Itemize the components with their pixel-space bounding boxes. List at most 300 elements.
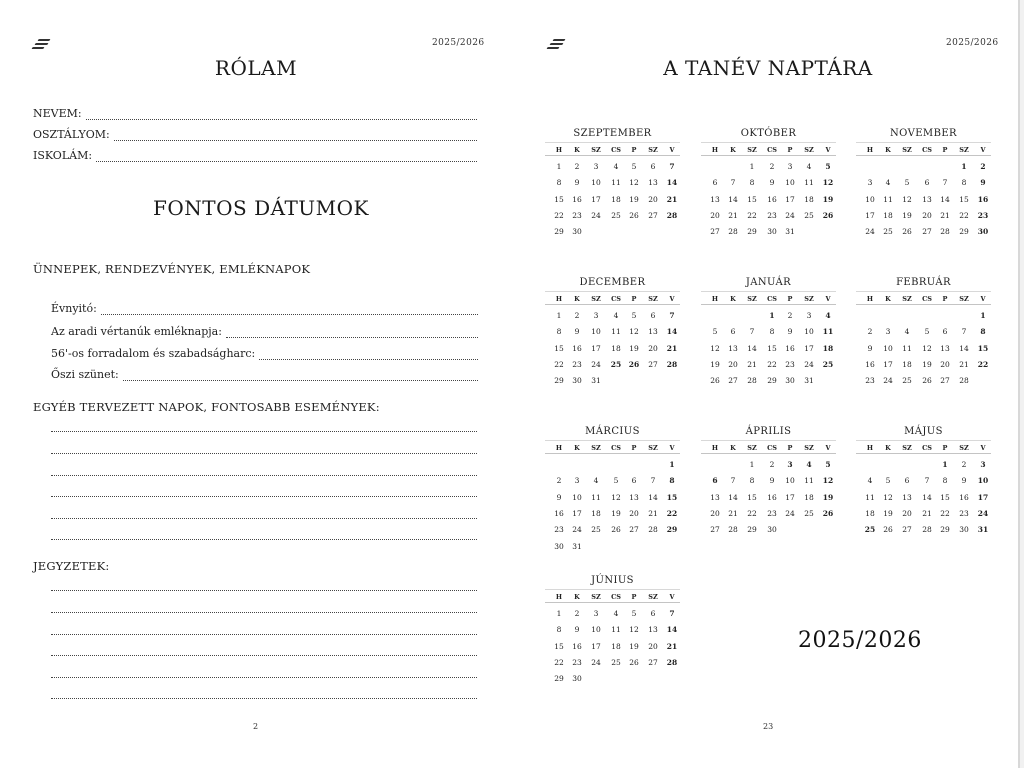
calendar-day[interactable]: 5: [631, 162, 637, 171]
calendar-day[interactable]: 7: [730, 178, 736, 188]
calendar-day[interactable]: 23: [785, 359, 795, 369]
calendar-day[interactable]: 30: [572, 674, 582, 684]
calendar-day[interactable]: 7: [650, 476, 656, 486]
calendar-day[interactable]: 7: [924, 476, 930, 486]
calendar-day[interactable]: 20: [902, 508, 912, 518]
calendar-day[interactable]: 2: [961, 460, 967, 469]
calendar-day[interactable]: 25: [591, 525, 601, 535]
calendar-day[interactable]: 6: [650, 609, 656, 618]
calendar-day[interactable]: 10: [591, 178, 601, 188]
calendar-day[interactable]: 2: [787, 311, 793, 320]
calendar-day[interactable]: 6: [924, 178, 930, 188]
calendar-day[interactable]: 14: [666, 178, 678, 188]
calendar-day[interactable]: 30: [977, 227, 989, 237]
calendar-day[interactable]: 6: [631, 476, 637, 486]
calendar-day[interactable]: 10: [591, 625, 601, 635]
event-write-line[interactable]: [51, 518, 477, 519]
calendar-day[interactable]: 22: [959, 210, 969, 220]
calendar-day[interactable]: 15: [747, 492, 757, 502]
calendar-day[interactable]: 9: [867, 343, 873, 353]
calendar-day[interactable]: 19: [822, 492, 834, 502]
note-write-line[interactable]: [51, 655, 477, 656]
calendar-day[interactable]: 28: [728, 525, 738, 535]
calendar-day[interactable]: 5: [825, 460, 831, 469]
calendar-day[interactable]: 21: [648, 508, 658, 518]
calendar-day[interactable]: 29: [554, 376, 564, 386]
calendar-day[interactable]: 9: [574, 327, 580, 337]
calendar-day[interactable]: 14: [922, 492, 932, 502]
input-line[interactable]: [259, 351, 478, 360]
calendar-day[interactable]: 18: [611, 343, 621, 353]
calendar-day[interactable]: 16: [767, 492, 777, 502]
calendar-day[interactable]: 13: [648, 625, 658, 635]
calendar-day[interactable]: 10: [883, 343, 893, 353]
calendar-day[interactable]: 24: [883, 376, 893, 386]
calendar-day[interactable]: 27: [710, 525, 720, 535]
calendar-day[interactable]: 19: [922, 359, 932, 369]
calendar-day[interactable]: 5: [631, 311, 637, 320]
calendar-day[interactable]: 18: [883, 210, 893, 220]
calendar-day[interactable]: 6: [904, 476, 910, 486]
calendar-day[interactable]: 8: [749, 178, 755, 188]
calendar-day[interactable]: 31: [572, 541, 582, 551]
calendar-day[interactable]: 17: [804, 343, 814, 353]
note-write-line[interactable]: [51, 634, 477, 635]
calendar-day[interactable]: 21: [940, 210, 950, 220]
calendar-day[interactable]: 10: [591, 327, 601, 337]
calendar-day[interactable]: 12: [902, 194, 912, 204]
calendar-day[interactable]: 12: [822, 178, 834, 188]
calendar-day[interactable]: 3: [593, 162, 599, 171]
calendar-day[interactable]: 14: [728, 194, 738, 204]
calendar-day[interactable]: 1: [942, 460, 948, 469]
calendar-day[interactable]: 19: [902, 210, 912, 220]
calendar-day[interactable]: 10: [977, 476, 989, 486]
calendar-day[interactable]: 27: [648, 210, 658, 220]
calendar-day[interactable]: 28: [922, 525, 932, 535]
calendar-day[interactable]: 21: [728, 210, 738, 220]
calendar-day[interactable]: 13: [710, 492, 720, 502]
calendar-day[interactable]: 28: [747, 376, 757, 386]
calendar-day[interactable]: 12: [883, 492, 893, 502]
calendar-day[interactable]: 23: [977, 210, 989, 220]
calendar-day[interactable]: 25: [610, 359, 622, 369]
calendar-day[interactable]: 21: [666, 194, 678, 204]
calendar-day[interactable]: 20: [648, 194, 658, 204]
calendar-day[interactable]: 4: [885, 178, 891, 188]
calendar-day[interactable]: 17: [591, 194, 601, 204]
calendar-day[interactable]: 19: [629, 343, 639, 353]
calendar-day[interactable]: 18: [591, 508, 601, 518]
input-line[interactable]: [226, 329, 478, 338]
calendar-day[interactable]: 8: [980, 327, 986, 337]
calendar-day[interactable]: 23: [959, 508, 969, 518]
calendar-day[interactable]: 29: [959, 227, 969, 237]
calendar-day[interactable]: 8: [669, 476, 675, 486]
calendar-day[interactable]: 9: [556, 492, 562, 502]
calendar-day[interactable]: 15: [959, 194, 969, 204]
calendar-day[interactable]: 22: [666, 508, 678, 518]
calendar-day[interactable]: 25: [883, 227, 893, 237]
calendar-day[interactable]: 27: [728, 376, 738, 386]
calendar-day[interactable]: 1: [556, 311, 562, 320]
calendar-day[interactable]: 5: [885, 476, 891, 486]
calendar-day[interactable]: 17: [785, 492, 795, 502]
calendar-day[interactable]: 8: [556, 625, 562, 635]
school-input-line[interactable]: [96, 153, 477, 162]
calendar-day[interactable]: 5: [825, 162, 831, 171]
calendar-day[interactable]: 26: [883, 525, 893, 535]
calendar-day[interactable]: 26: [629, 210, 639, 220]
calendar-day[interactable]: 18: [804, 492, 814, 502]
calendar-day[interactable]: 2: [574, 311, 580, 320]
calendar-day[interactable]: 17: [591, 641, 601, 651]
calendar-day[interactable]: 26: [710, 376, 720, 386]
calendar-day[interactable]: 31: [591, 376, 601, 386]
calendar-day[interactable]: 25: [902, 376, 912, 386]
calendar-day[interactable]: 3: [885, 327, 891, 337]
calendar-day[interactable]: 9: [769, 476, 775, 486]
calendar-day[interactable]: 30: [767, 227, 777, 237]
calendar-day[interactable]: 23: [767, 210, 777, 220]
calendar-day[interactable]: 30: [767, 525, 777, 535]
calendar-day[interactable]: 11: [611, 178, 621, 188]
calendar-day[interactable]: 1: [961, 162, 967, 171]
calendar-day[interactable]: 25: [804, 210, 814, 220]
calendar-day[interactable]: 15: [554, 641, 564, 651]
calendar-day[interactable]: 16: [865, 359, 875, 369]
calendar-day[interactable]: 22: [747, 210, 757, 220]
calendar-day[interactable]: 19: [629, 641, 639, 651]
calendar-day[interactable]: 5: [904, 178, 910, 188]
calendar-day[interactable]: 31: [785, 227, 795, 237]
calendar-day[interactable]: 14: [747, 343, 757, 353]
calendar-day[interactable]: 28: [728, 227, 738, 237]
calendar-day[interactable]: 9: [769, 178, 775, 188]
calendar-day[interactable]: 26: [628, 359, 640, 369]
calendar-day[interactable]: 7: [749, 327, 755, 337]
name-input-line[interactable]: [86, 111, 477, 120]
calendar-day[interactable]: 9: [574, 625, 580, 635]
calendar-day[interactable]: 3: [867, 178, 873, 188]
calendar-day[interactable]: 7: [961, 327, 967, 337]
calendar-day[interactable]: 18: [822, 343, 834, 353]
name-field[interactable]: [33, 107, 477, 120]
calendar-day[interactable]: 16: [572, 343, 582, 353]
calendar-day[interactable]: 25: [864, 525, 876, 535]
calendar-day[interactable]: 6: [712, 178, 718, 188]
calendar-day[interactable]: 17: [785, 194, 795, 204]
calendar-day[interactable]: 1: [556, 162, 562, 171]
calendar-day[interactable]: 29: [767, 376, 777, 386]
calendar-day[interactable]: 7: [669, 311, 675, 320]
calendar-day[interactable]: 12: [922, 343, 932, 353]
calendar-day[interactable]: 22: [747, 508, 757, 518]
calendar-day[interactable]: 6: [650, 162, 656, 171]
calendar-day[interactable]: 13: [940, 343, 950, 353]
calendar-day[interactable]: 2: [574, 609, 580, 618]
calendar-day[interactable]: 3: [980, 460, 986, 469]
calendar-day[interactable]: 14: [666, 327, 678, 337]
calendar-day[interactable]: 29: [747, 525, 757, 535]
calendar-day[interactable]: 29: [666, 525, 678, 535]
calendar-day[interactable]: 20: [940, 359, 950, 369]
calendar-day[interactable]: 1: [556, 609, 562, 618]
arad-martyrs-field[interactable]: [51, 325, 478, 338]
calendar-day[interactable]: 15: [977, 343, 989, 353]
calendar-day[interactable]: 9: [787, 327, 793, 337]
calendar-day[interactable]: 21: [747, 359, 757, 369]
note-write-line[interactable]: [51, 677, 477, 678]
calendar-day[interactable]: 18: [804, 194, 814, 204]
calendar-day[interactable]: 17: [977, 492, 989, 502]
calendar-day[interactable]: 7: [942, 178, 948, 188]
calendar-day[interactable]: 8: [749, 476, 755, 486]
calendar-day[interactable]: 9: [961, 476, 967, 486]
calendar-day[interactable]: 6: [942, 327, 948, 337]
note-write-line[interactable]: [51, 698, 477, 699]
calendar-day[interactable]: 28: [959, 376, 969, 386]
calendar-day[interactable]: 13: [922, 194, 932, 204]
calendar-day[interactable]: 29: [554, 674, 564, 684]
calendar-day[interactable]: 15: [767, 343, 777, 353]
calendar-day[interactable]: 30: [785, 376, 795, 386]
calendar-day[interactable]: 11: [902, 343, 912, 353]
calendar-day[interactable]: 14: [666, 625, 678, 635]
calendar-day[interactable]: 30: [572, 227, 582, 237]
calendar-day[interactable]: 14: [959, 343, 969, 353]
calendar-day[interactable]: 27: [940, 376, 950, 386]
calendar-day[interactable]: 26: [611, 525, 621, 535]
calendar-day[interactable]: 13: [728, 343, 738, 353]
input-line[interactable]: [101, 306, 478, 315]
calendar-day[interactable]: 27: [902, 525, 912, 535]
calendar-day[interactable]: 31: [977, 525, 989, 535]
calendar-day[interactable]: 29: [747, 227, 757, 237]
calendar-day[interactable]: 26: [822, 210, 834, 220]
calendar-day[interactable]: 10: [865, 194, 875, 204]
school-field[interactable]: [33, 149, 477, 162]
calendar-day[interactable]: 17: [572, 508, 582, 518]
calendar-day[interactable]: 15: [554, 343, 564, 353]
calendar-day[interactable]: 6: [730, 327, 736, 337]
calendar-day[interactable]: 4: [825, 311, 831, 320]
calendar-day[interactable]: 22: [977, 359, 989, 369]
calendar-day[interactable]: 2: [769, 162, 775, 171]
calendar-day[interactable]: 1: [669, 460, 675, 469]
calendar-day[interactable]: 27: [710, 227, 720, 237]
calendar-day[interactable]: 8: [942, 476, 948, 486]
calendar-day[interactable]: 26: [629, 657, 639, 667]
calendar-day[interactable]: 2: [556, 476, 562, 486]
calendar-day[interactable]: 16: [785, 343, 795, 353]
calendar-day[interactable]: 4: [806, 460, 812, 469]
calendar-day[interactable]: 1: [980, 311, 986, 320]
calendar-day[interactable]: 11: [591, 492, 601, 502]
calendar-day[interactable]: 22: [554, 657, 564, 667]
calendar-day[interactable]: 10: [785, 178, 795, 188]
calendar-day[interactable]: 26: [902, 227, 912, 237]
calendar-day[interactable]: 11: [804, 476, 814, 486]
calendar-day[interactable]: 24: [804, 359, 814, 369]
calendar-day[interactable]: 2: [980, 162, 986, 171]
calendar-day[interactable]: 5: [712, 327, 718, 337]
autumn-break-field[interactable]: [51, 368, 478, 381]
school-opening-field[interactable]: [51, 302, 478, 315]
calendar-day[interactable]: 21: [666, 641, 678, 651]
calendar-day[interactable]: 17: [865, 210, 875, 220]
calendar-day[interactable]: 17: [591, 343, 601, 353]
event-write-line[interactable]: [51, 453, 477, 454]
calendar-day[interactable]: 10: [785, 476, 795, 486]
calendar-day[interactable]: 27: [629, 525, 639, 535]
calendar-day[interactable]: 11: [804, 178, 814, 188]
calendar-day[interactable]: 4: [613, 311, 619, 320]
event-write-line[interactable]: [51, 475, 477, 476]
calendar-day[interactable]: 3: [806, 311, 812, 320]
calendar-day[interactable]: 24: [591, 657, 601, 667]
calendar-day[interactable]: 20: [922, 210, 932, 220]
calendar-day[interactable]: 11: [865, 492, 875, 502]
calendar-day[interactable]: 10: [572, 492, 582, 502]
calendar-day[interactable]: 1: [749, 460, 755, 469]
calendar-day[interactable]: 24: [865, 227, 875, 237]
calendar-day[interactable]: 12: [611, 492, 621, 502]
calendar-day[interactable]: 2: [867, 327, 873, 337]
calendar-day[interactable]: 23: [572, 657, 582, 667]
calendar-day[interactable]: 30: [554, 541, 564, 551]
calendar-day[interactable]: 8: [556, 327, 562, 337]
calendar-day[interactable]: 19: [883, 508, 893, 518]
calendar-day[interactable]: 25: [611, 210, 621, 220]
calendar-day[interactable]: 19: [611, 508, 621, 518]
calendar-day[interactable]: 12: [710, 343, 720, 353]
calendar-day[interactable]: 16: [554, 508, 564, 518]
calendar-day[interactable]: 2: [769, 460, 775, 469]
calendar-day[interactable]: 20: [710, 210, 720, 220]
calendar-day[interactable]: 27: [648, 359, 658, 369]
calendar-day[interactable]: 14: [648, 492, 658, 502]
calendar-day[interactable]: 20: [629, 508, 639, 518]
calendar-day[interactable]: 16: [977, 194, 989, 204]
calendar-day[interactable]: 1: [749, 162, 755, 171]
calendar-day[interactable]: 19: [822, 194, 834, 204]
calendar-day[interactable]: 14: [940, 194, 950, 204]
calendar-day[interactable]: 15: [666, 492, 678, 502]
calendar-day[interactable]: 5: [613, 476, 619, 486]
calendar-day[interactable]: 29: [940, 525, 950, 535]
calendar-day[interactable]: 13: [710, 194, 720, 204]
calendar-day[interactable]: 3: [593, 311, 599, 320]
calendar-day[interactable]: 19: [629, 194, 639, 204]
calendar-day[interactable]: 12: [629, 625, 639, 635]
calendar-day[interactable]: 7: [669, 609, 675, 618]
calendar-day[interactable]: 28: [648, 525, 658, 535]
calendar-day[interactable]: 28: [666, 657, 678, 667]
calendar-day[interactable]: 4: [613, 609, 619, 618]
calendar-day[interactable]: 16: [959, 492, 969, 502]
calendar-day[interactable]: 14: [728, 492, 738, 502]
calendar-day[interactable]: 2: [574, 162, 580, 171]
calendar-day[interactable]: 27: [648, 657, 658, 667]
calendar-day[interactable]: 12: [822, 476, 834, 486]
calendar-day[interactable]: 13: [629, 492, 639, 502]
calendar-day[interactable]: 9: [980, 178, 986, 188]
calendar-day[interactable]: 4: [593, 476, 599, 486]
calendar-day[interactable]: 4: [904, 327, 910, 337]
calendar-day[interactable]: 28: [666, 359, 678, 369]
calendar-day[interactable]: 13: [648, 327, 658, 337]
calendar-day[interactable]: 8: [769, 327, 775, 337]
calendar-day[interactable]: 22: [940, 508, 950, 518]
calendar-day[interactable]: 7: [669, 162, 675, 171]
calendar-day[interactable]: 31: [804, 376, 814, 386]
calendar-day[interactable]: 20: [648, 343, 658, 353]
calendar-day[interactable]: 26: [822, 508, 834, 518]
calendar-day[interactable]: 21: [922, 508, 932, 518]
calendar-day[interactable]: 1: [769, 311, 775, 320]
calendar-day[interactable]: 30: [959, 525, 969, 535]
calendar-day[interactable]: 23: [767, 508, 777, 518]
calendar-day[interactable]: 25: [804, 508, 814, 518]
calendar-day[interactable]: 16: [767, 194, 777, 204]
calendar-day[interactable]: 13: [902, 492, 912, 502]
calendar-day[interactable]: 20: [648, 641, 658, 651]
calendar-day[interactable]: 8: [556, 178, 562, 188]
calendar-day[interactable]: 22: [554, 210, 564, 220]
calendar-day[interactable]: 10: [804, 327, 814, 337]
calendar-day[interactable]: 11: [822, 327, 834, 337]
calendar-day[interactable]: 22: [554, 359, 564, 369]
calendar-day[interactable]: 25: [611, 657, 621, 667]
calendar-day[interactable]: 15: [554, 194, 564, 204]
calendar-day[interactable]: 19: [710, 359, 720, 369]
calendar-day[interactable]: 28: [940, 227, 950, 237]
calendar-day[interactable]: 24: [785, 508, 795, 518]
calendar-day[interactable]: 13: [648, 178, 658, 188]
calendar-day[interactable]: 24: [591, 359, 601, 369]
calendar-day[interactable]: 28: [666, 210, 678, 220]
calendar-day[interactable]: 18: [902, 359, 912, 369]
calendar-day[interactable]: 25: [822, 359, 834, 369]
calendar-day[interactable]: 3: [787, 162, 793, 171]
calendar-day[interactable]: 22: [767, 359, 777, 369]
calendar-day[interactable]: 4: [613, 162, 619, 171]
calendar-day[interactable]: 27: [922, 227, 932, 237]
calendar-day[interactable]: 18: [611, 194, 621, 204]
calendar-day[interactable]: 5: [631, 609, 637, 618]
calendar-day[interactable]: 4: [806, 162, 812, 171]
calendar-day[interactable]: 24: [591, 210, 601, 220]
calendar-day[interactable]: 21: [728, 508, 738, 518]
calendar-day[interactable]: 5: [924, 327, 930, 337]
event-write-line[interactable]: [51, 539, 477, 540]
class-field[interactable]: [33, 128, 477, 141]
calendar-day[interactable]: 24: [977, 508, 989, 518]
calendar-day[interactable]: 9: [574, 178, 580, 188]
calendar-day[interactable]: 6: [712, 476, 718, 486]
calendar-day[interactable]: 3: [574, 476, 580, 486]
calendar-day[interactable]: 3: [787, 460, 793, 469]
calendar-day[interactable]: 8: [961, 178, 967, 188]
calendar-day[interactable]: 11: [883, 194, 893, 204]
class-input-line[interactable]: [114, 132, 477, 141]
calendar-day[interactable]: 15: [747, 194, 757, 204]
event-write-line[interactable]: [51, 431, 477, 432]
calendar-day[interactable]: 7: [730, 476, 736, 486]
calendar-day[interactable]: 26: [922, 376, 932, 386]
calendar-day[interactable]: 12: [629, 178, 639, 188]
